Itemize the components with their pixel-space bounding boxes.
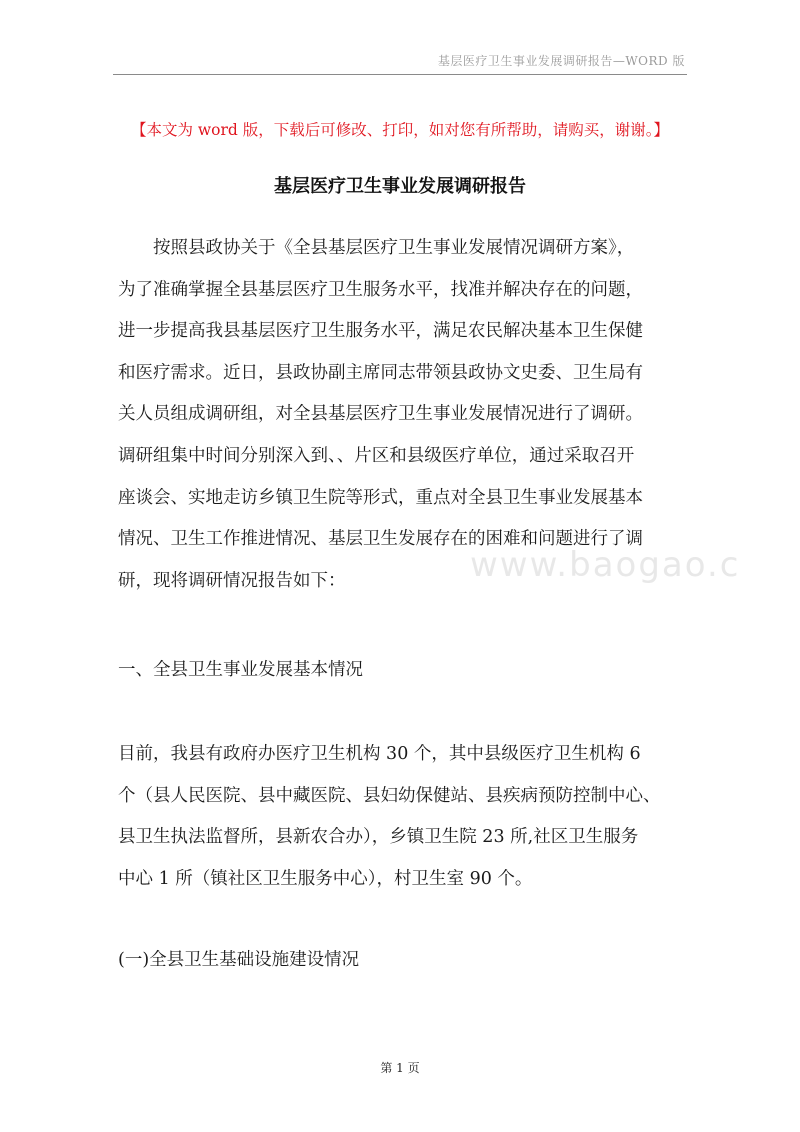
- heading-text: (一)全县卫生基础设施建设情况: [118, 950, 360, 970]
- text-line: 进一步提高我县基层医疗卫生服务水平，满足农民解决基本卫生保健: [118, 321, 643, 342]
- subsection-heading-1: [118, 940, 688, 982]
- section-1-paragraph: [118, 734, 688, 900]
- text-line: 为了准确掌握全县基层医疗卫生服务水平，找准并解决存在的问题，: [118, 279, 643, 300]
- text-line: 和医疗需求。近日，县政协副主席同志带领县政协文史委、卫生局有: [118, 362, 643, 383]
- heading-text: 一、全县卫生事业发展基本情况: [118, 660, 363, 680]
- text-line: 调研组集中时间分别深入到、、片区和县级医疗单位，通过采取召开: [118, 445, 635, 466]
- text-line: 个（县人民医院、县中藏医院、县妇幼保健站、县疾病预防控制中心、: [118, 785, 661, 806]
- text-line: 座谈会、实地走访乡镇卫生院等形式，重点对全县卫生事业发展基本: [118, 487, 643, 508]
- running-header: 基层医疗卫生事业发展调研报告—WORD 版: [437, 54, 685, 68]
- text-line: 情况、卫生工作推进情况、基层卫生发展存在的困难和问题进行了调: [118, 529, 643, 550]
- text-line: 关人员组成调研组，对全县基层医疗卫生事业发展情况进行了调研。: [118, 404, 643, 425]
- page-number: 第 1 页: [380, 1061, 420, 1075]
- text-line: 研，现将调研情况报告如下：: [118, 570, 346, 591]
- text-line: 县卫生执法监督所，县新农合办），乡镇卫生院 23 所,社区卫生服务: [118, 827, 639, 848]
- document-title: 基层医疗卫生事业发展调研报告: [274, 176, 526, 197]
- text-line: 中心 1 所（镇社区卫生服务中心），村卫生室 90 个。: [118, 868, 533, 889]
- section-heading-1: [118, 650, 688, 692]
- download-notice: 【本文为 word 版，下载后可修改、打印，如对您有所帮助，请购买，谢谢。】: [130, 121, 670, 139]
- header-divider: [113, 74, 687, 75]
- text-line: 按照县政协关于《全县基层医疗卫生事业发展情况调研方案》，: [118, 238, 635, 258]
- text-line: 目前，我县有政府办医疗卫生机构 30 个，其中县级医疗卫生机构 6: [118, 744, 641, 764]
- watermark: www.baogao.c: [470, 545, 741, 585]
